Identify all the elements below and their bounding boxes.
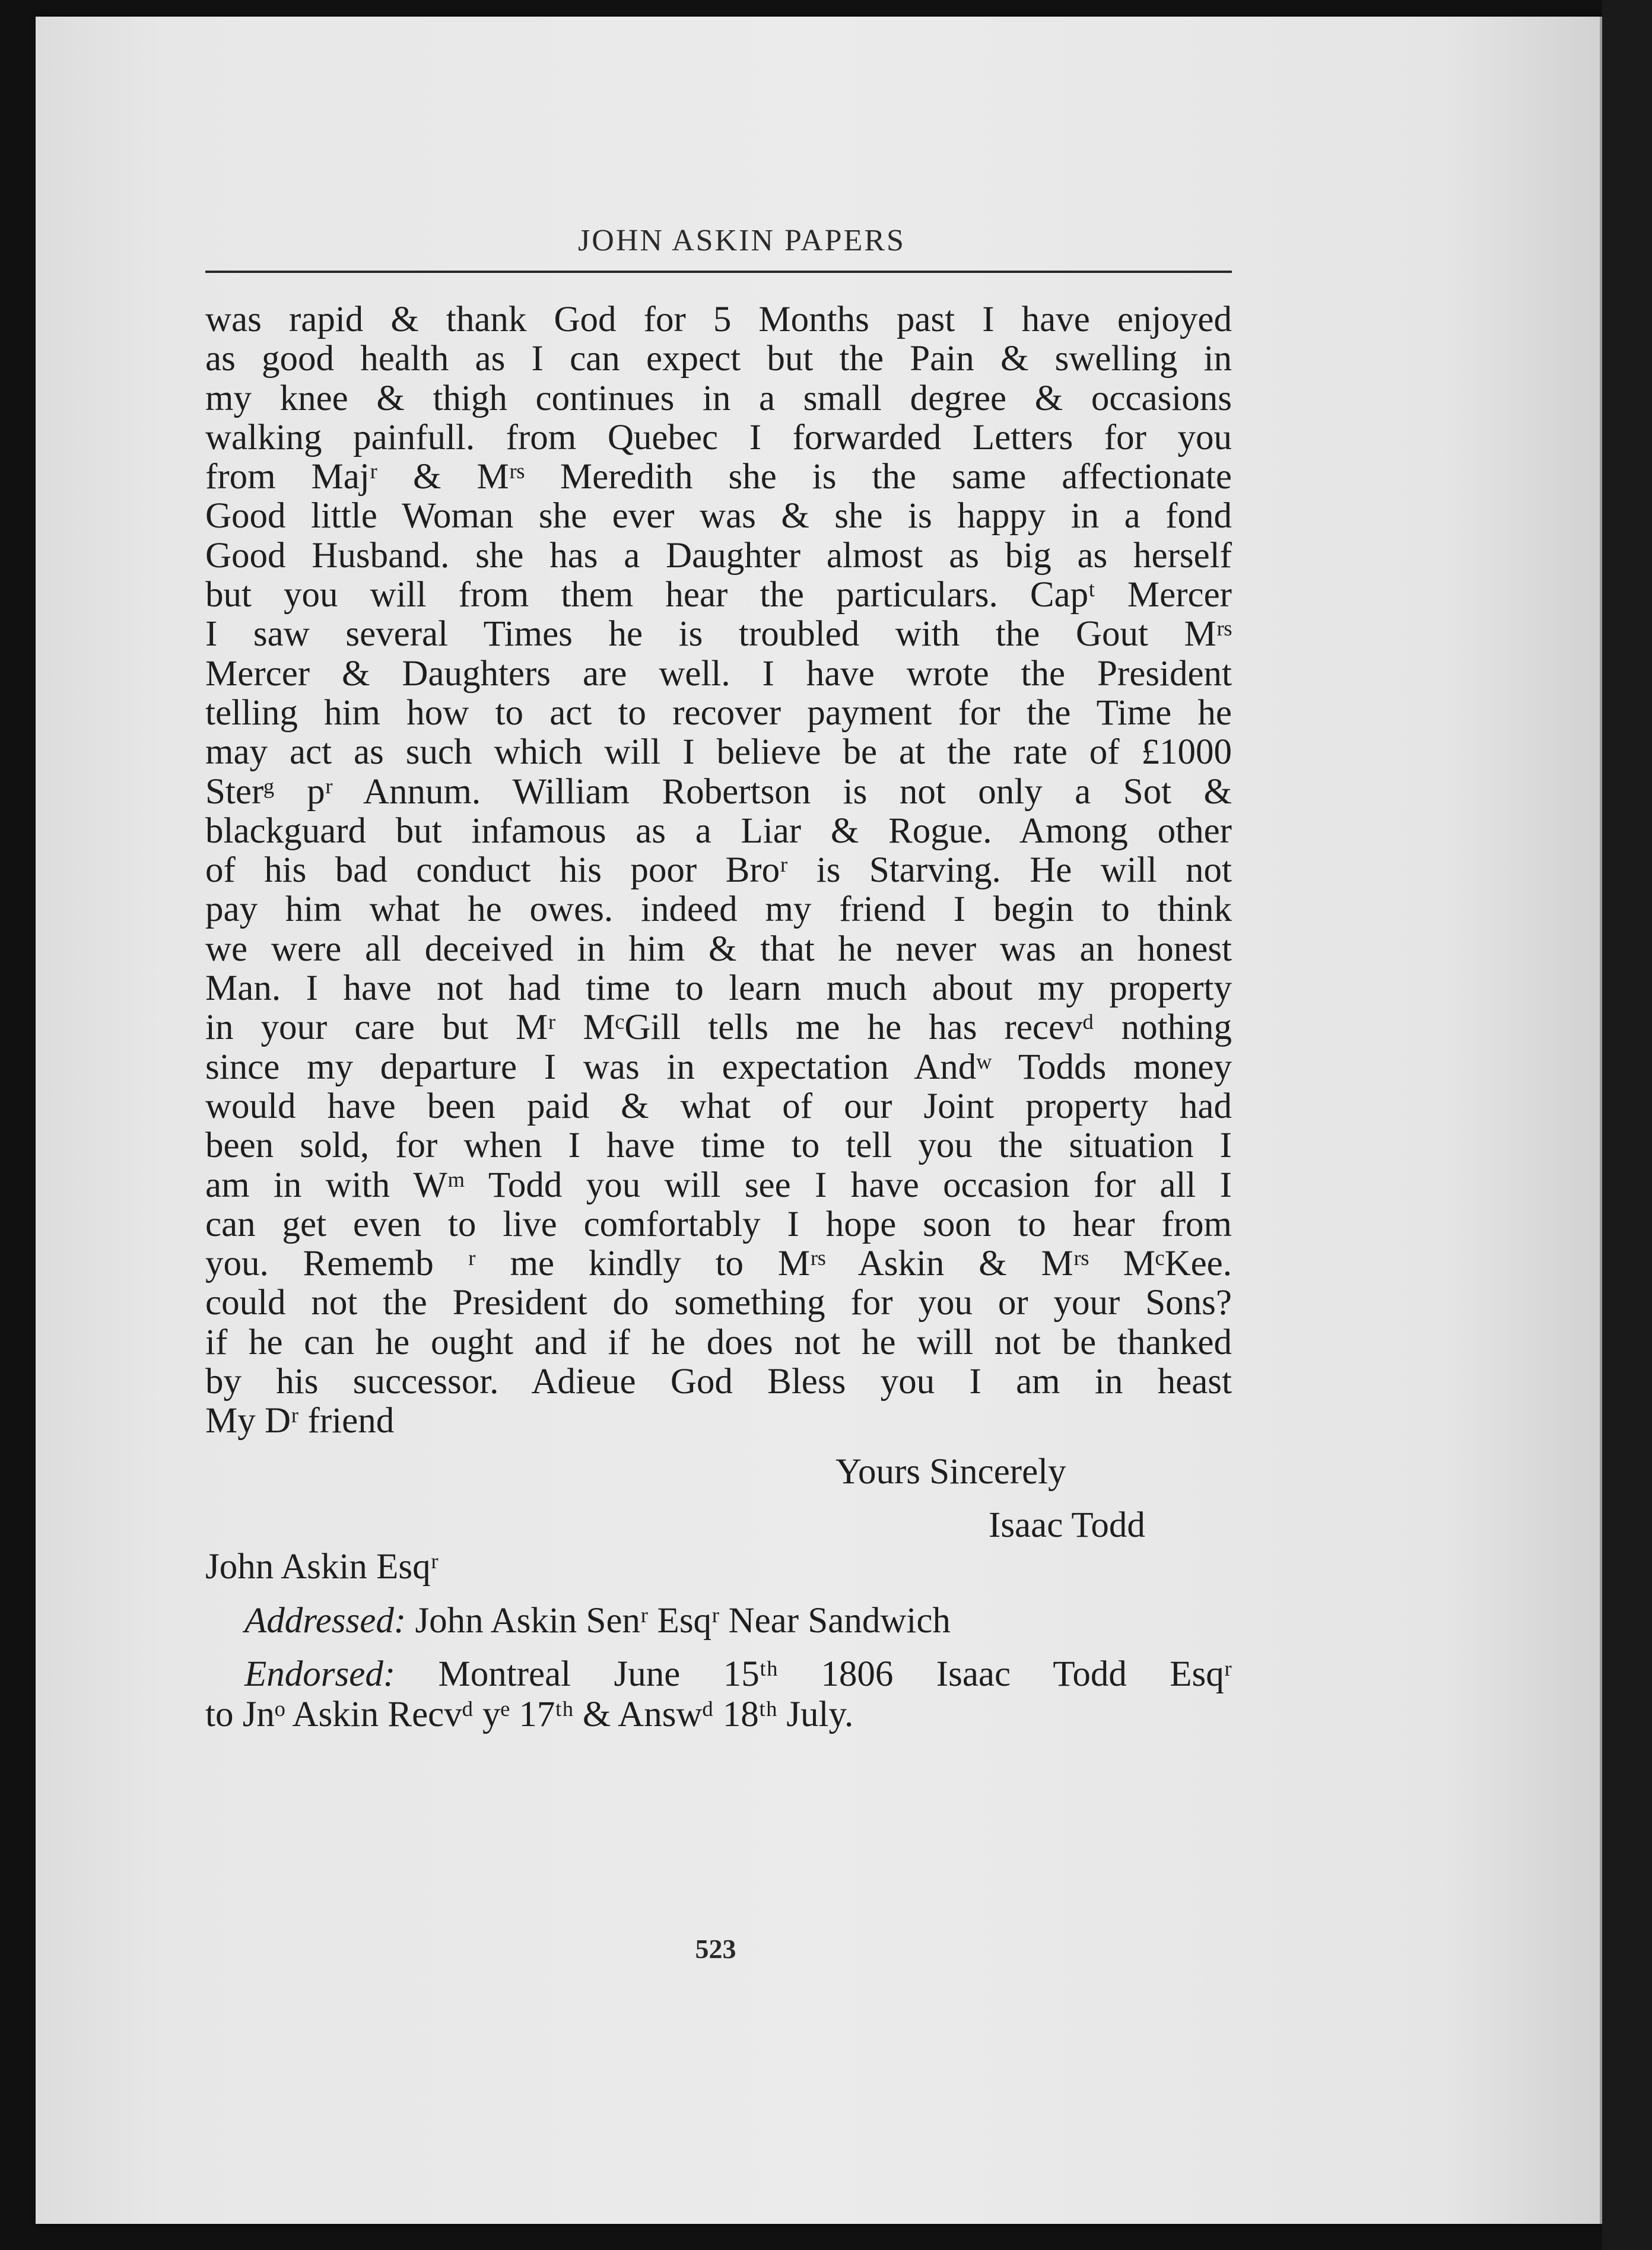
endorsed-label: Endorsed: (244, 1654, 396, 1694)
letter-signature: Isaac Todd (989, 1505, 1145, 1545)
endorsed-note (205, 1654, 1232, 1735)
letter-line: would have been paid & what of our Joint property had (205, 1086, 1232, 1126)
letter-line: if he can he ought and if he does not he will not be thanked (205, 1322, 1232, 1362)
letter-line: Sterᵍ pʳ Annum. William Robertson is not only a Sot & (205, 771, 1232, 812)
letter-line: Man. I have not had time to learn much about my property (205, 968, 1232, 1009)
letter-line: My Dʳ friend (205, 1401, 395, 1441)
letter-line: we were all deceived in him & that he never was an honest (205, 929, 1232, 969)
letter-line: you. Rememb ʳ me kindly to Mʳˢ Askin & Mʳˢ MᶜKee. (205, 1244, 1232, 1284)
endorsed-line-2: to Jnᵒ Askin Recvᵈ yᵉ 17ᵗʰ & Answᵈ 18ᵗʰ July. (205, 1695, 854, 1734)
letter-body (205, 300, 1232, 1441)
scan-border (1602, 0, 1652, 2250)
letter-line: been sold, for when I have time to tell you the situation I (205, 1126, 1232, 1166)
letter-line: as good health as I can expect but the Pain & swelling in (205, 339, 1232, 379)
letter-line: Good Husband. she has a Daughter almost as big as herself (205, 535, 1232, 576)
endorsed-line-1: Montreal June 15ᵗʰ 1806 Isaac Todd Esqʳ (438, 1654, 1232, 1694)
letter-line: walking painfull. from Quebec I forwarded Letters for you (205, 417, 1232, 457)
page-number: 523 (695, 1934, 736, 1964)
letter-line: can get even to live comfortably I hope soon to hear from (205, 1204, 1232, 1244)
letter-line: was rapid & thank God for 5 Months past I have enjoyed (205, 300, 1232, 339)
addressed-note (205, 1601, 1232, 1641)
letter-line: telling him how to act to recover payment for the Time he (205, 692, 1232, 733)
letter-line: may act as such which will I believe be at the rate of £1000 (205, 732, 1232, 773)
letter-line: I saw several Times he is troubled with the Gout Mʳˢ (205, 614, 1232, 654)
running-header: JOHN ASKIN PAPERS (578, 224, 906, 258)
letter-line: my knee & thigh continues in a small degree & occasions (205, 378, 1232, 418)
letter-line: by his successor. Adieue God Bless you I am in heast (205, 1362, 1232, 1402)
letter-recipient: John Askin Esqʳ (205, 1547, 439, 1587)
header-rule (205, 271, 1232, 273)
letter-line: Mercer & Daughters are well. I have wrote the President (205, 653, 1232, 694)
letter-line: in your care but Mʳ MᶜGill tells me he has recevᵈ nothing (205, 1008, 1232, 1048)
addressed-text: John Askin Senʳ Esqʳ Near Sandwich (415, 1601, 951, 1641)
addressed-label: Addressed: (244, 1601, 406, 1641)
letter-line: am in with Wᵐ Todd you will see I have occasion for all I (205, 1165, 1232, 1205)
letter-closing: Yours Sincerely (835, 1452, 1066, 1492)
book-page (36, 17, 1603, 2224)
letter-line: but you will from them hear the particulars. Capᵗ Mercer (205, 575, 1232, 615)
letter-line: could not the President do something for you or your Sons? (205, 1283, 1232, 1323)
letter-line: from Majʳ & Mʳˢ Meredith she is the same affectionate (205, 457, 1232, 497)
letter-line: of his bad conduct his poor Broʳ is Starving. He will not (205, 850, 1232, 891)
letter-line: since my departure I was in expectation Andʷ Todds money (205, 1047, 1232, 1087)
letter-line: Good little Woman she ever was & she is happy in a fond (205, 496, 1232, 536)
letter-line: pay him what he owes. indeed my friend I begin to think (205, 889, 1232, 930)
letter-line: blackguard but infamous as a Liar & Rogue. Among other (205, 811, 1232, 851)
